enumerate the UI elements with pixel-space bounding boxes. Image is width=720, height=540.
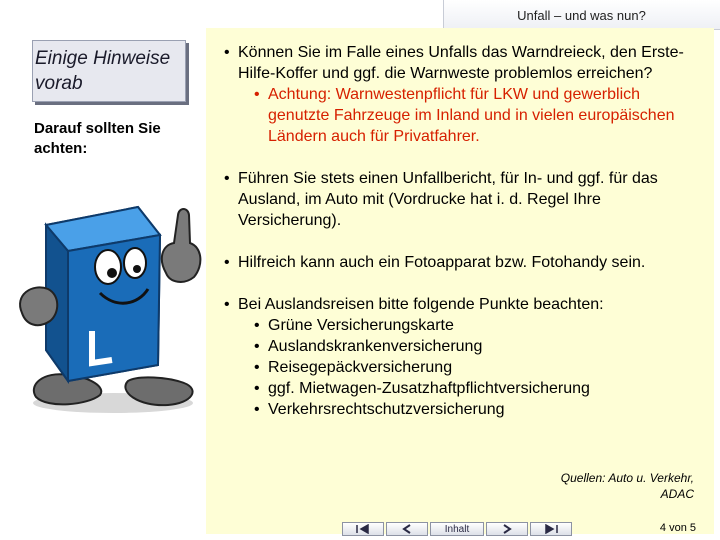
hint-box (32, 40, 186, 102)
inhalt-button[interactable] (430, 522, 484, 536)
first-page-icon (355, 524, 371, 534)
sub-list-item (238, 357, 696, 378)
prev-page-icon (400, 524, 414, 534)
warning-text: Warnwestenpflicht für LKW und gewerblich genutzte Fahrzeuge im Inland und in vielen europäischen Ländern auch für Privatfahrer. (268, 86, 675, 145)
sources-note: Quellen: Auto u. Verkehr, ADAC (560, 471, 694, 501)
list-item-text: Führen Sie stets einen Unfallbericht, für In- und ggf. für das Ausland, im Auto mit (Vordrucke hat i. d. Regel Ihre Versicherung). (238, 170, 658, 229)
list-item-text: Bei Auslandsreisen bitte folgende Punkte beachten: (238, 296, 604, 313)
sub-list-item (238, 336, 696, 357)
last-page-icon (543, 524, 559, 534)
list-item (206, 294, 696, 420)
sub-list-item-text: Verkehrsrechtschutzversicherung (268, 401, 505, 418)
next-page-icon (500, 524, 514, 534)
last-page-button[interactable] (530, 522, 572, 536)
list-item (206, 168, 696, 231)
warning-label: Achtung: (268, 86, 332, 103)
first-page-button[interactable] (342, 522, 384, 536)
sub-list-item-text: Auslandskrankenversicherung (268, 338, 483, 355)
list-item (206, 252, 696, 273)
sub-list-item-text: Reisegepäckversicherung (268, 359, 453, 376)
inhalt-label: Inhalt (444, 523, 470, 535)
sub-list-item-text: ggf. Mietwagen-Zusatzhaftpflichtversicherung (268, 380, 590, 397)
next-page-button[interactable] (486, 522, 528, 536)
sub-list-item-text: Grüne Versicherungskarte (268, 317, 454, 334)
prev-page-button[interactable] (386, 522, 428, 536)
mascot-illustration (8, 185, 208, 415)
list-item (206, 42, 696, 147)
list-item-text: Hilfreich kann auch ein Fotoapparat bzw. Fotohandy sein. (238, 254, 646, 271)
bullet-list (206, 42, 696, 441)
sub-list-item (238, 399, 696, 420)
page-title: Unfall – und was nun? (517, 8, 646, 23)
page-indicator: 4 von 5 (659, 522, 696, 534)
sub-list-item (238, 84, 696, 147)
sub-list-item (238, 378, 696, 399)
sub-list-item (238, 315, 696, 336)
hint-title: Einige Hinweise vorab (35, 48, 171, 94)
list-item-text: Können Sie im Falle eines Unfalls das Warndreieck, den Erste-Hilfe-Koffer und ggf. die Warnweste problemlos erreichen? (238, 44, 684, 82)
sub-heading: Darauf sollten Sie achten: (34, 120, 161, 157)
